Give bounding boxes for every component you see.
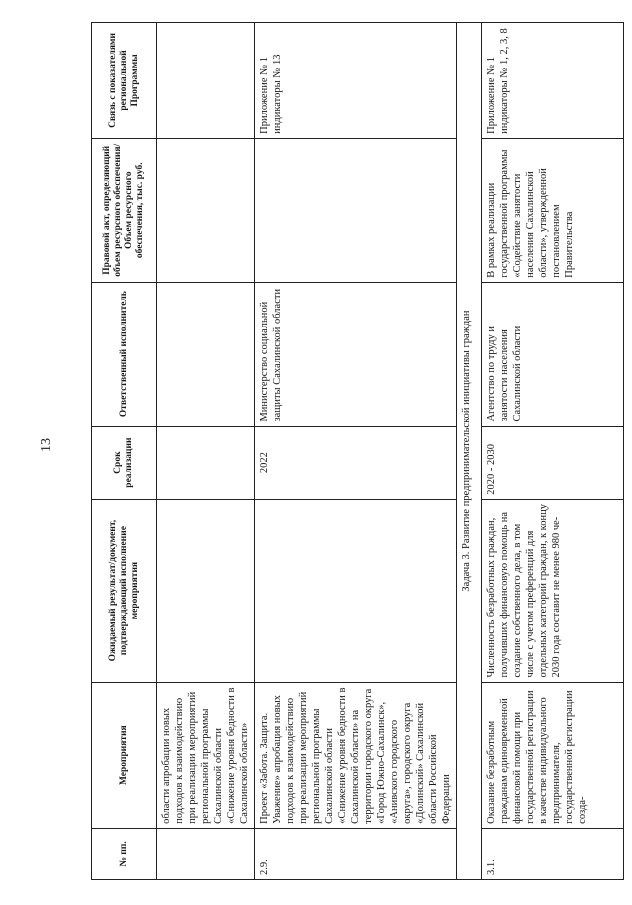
cell-result [255, 499, 457, 682]
header-legal: Правовой акт, определяющий объем ресурсного обеспечения/Объем ресурсного обеспечения, тыс. руб. [92, 138, 157, 282]
task-title: Задача 3. Развитие предпринимательской инициативы граждан [457, 23, 482, 880]
cell-event: области апробации новых подходов к взаимодействию при реализации мероприятий региональной программы Сахалинской области «Снижение уровня бедности в Сахалинской области» [157, 682, 255, 828]
cell-term: 2020 - 2030 [482, 426, 624, 499]
header-event: Мероприятия [92, 682, 157, 828]
table-row [255, 23, 457, 880]
cell-num: 2.9. [255, 828, 457, 879]
task-row [457, 23, 482, 880]
cell-legal [255, 138, 457, 282]
cell-event: Оказание безработным гражданам единовременной финансовой помощи при государственной регистрации в качестве индивидуального предпринимателя, государственной регистрации созда- [482, 682, 624, 828]
header-term: Срок реализации [92, 426, 157, 499]
table-wrapper [91, 22, 588, 882]
cell-executor: Министерство социальной защиты Сахалинской области [255, 282, 457, 426]
measures-table [91, 22, 624, 880]
cell-num: 3.1. [482, 828, 624, 879]
cell-event: Проект «Забота. Защита. Уважение» апробация новых подходов к взаимодействию при реализации мероприятий региональной программы Сахалинской области «Снижение уровня бедности в Сахалинской области» на территории городского округа «Город Южно-Сахалинск», «Анивского городского округа», городского округа «Долинский» Сахалинской области Российской Федерации [255, 682, 457, 828]
cell-num [157, 828, 255, 879]
header-link: Связь с показателями региональной Программы [92, 23, 157, 139]
cell-legal [157, 138, 255, 282]
table-frame [91, 22, 588, 880]
cell-legal: В рамках реализации государственной программы «Содействие занятости населения Сахалинской области», утвержденной постановлением Правительства [482, 138, 624, 282]
page-number: 13 [39, 438, 54, 452]
cell-link [157, 23, 255, 139]
cell-result: Численность безработных граждан, получивших финансовую помощь на создание собственного дела, в том числе с учетом преференций для отдельных категорий граждан, к концу 2030 года составит не менее 980 че- [482, 499, 624, 682]
cell-link: Приложение № 1 индикаторы № 1, 2, 3, 8 [482, 23, 624, 139]
cell-result [157, 499, 255, 682]
cell-executor [157, 282, 255, 426]
cell-term: 2022 [255, 426, 457, 499]
header-executor: Ответственный исполнитель [92, 282, 157, 426]
header-result: Ожидаемый результат/документ, подтверждающий исполнение мероприятия [92, 499, 157, 682]
table-row [157, 23, 255, 880]
cell-link: Приложение № 1 индикаторы № 13 [255, 23, 457, 139]
table-header-row [92, 23, 157, 880]
table-row [482, 23, 624, 880]
cell-executor: Агентство по труду и занятости населения Сахалинской области [482, 282, 624, 426]
cell-term [157, 426, 255, 499]
header-num: № пп. [92, 828, 157, 879]
